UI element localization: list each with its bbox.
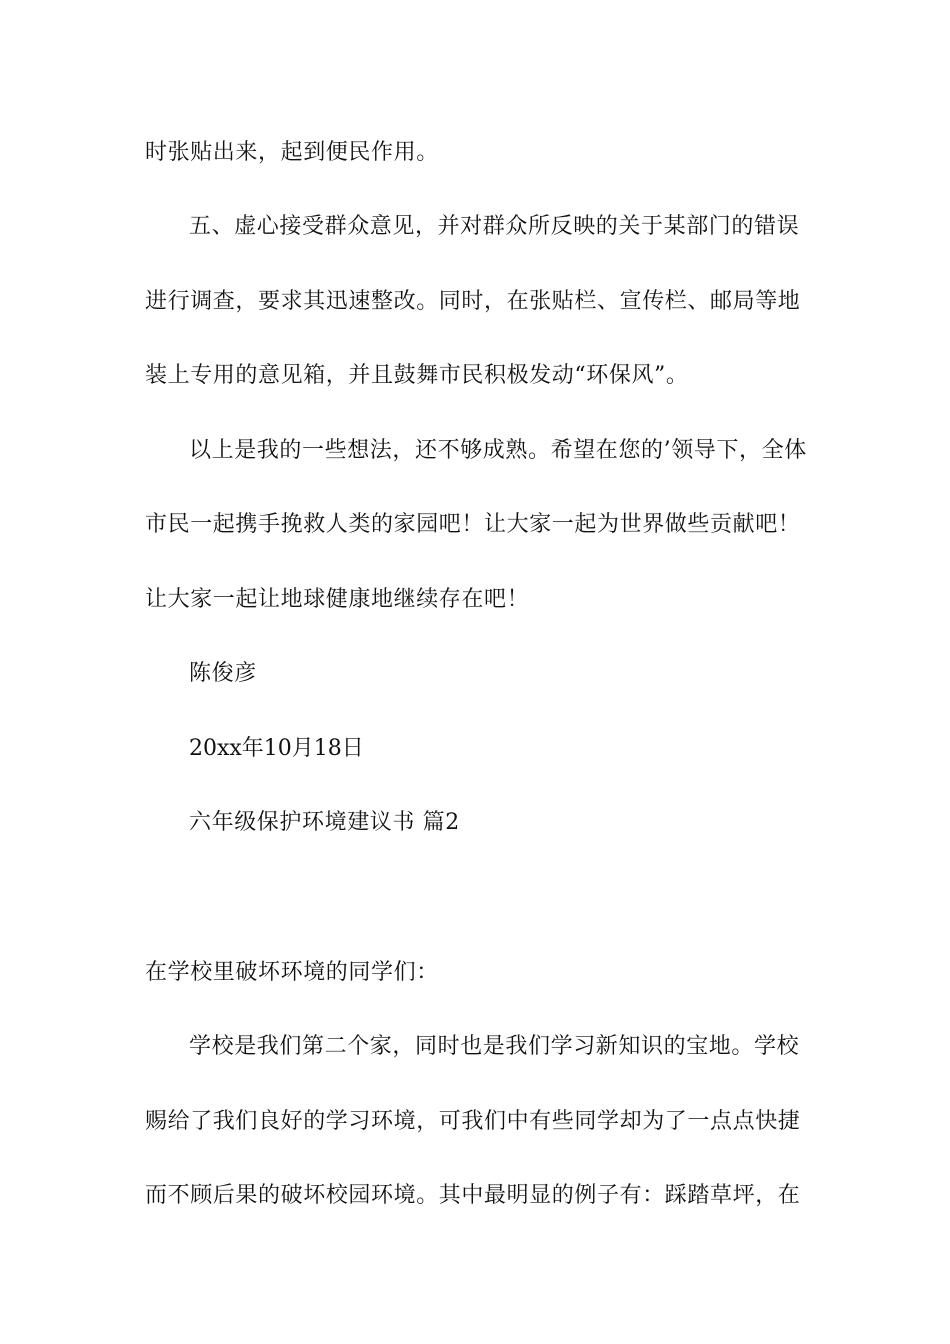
paragraph-line: 装上专用的意见箱，并且鼓舞市民积极发动“环保风”。: [145, 363, 689, 388]
paragraph-line: 以上是我的一些想法，还不够成熟。希望在您的’领导下，全体: [189, 438, 807, 463]
paragraph-line: 赐给了我们良好的学习环境，可我们中有些同学却为了一点点快捷: [145, 1109, 801, 1134]
signature-name: 陈俊彦: [189, 661, 257, 686]
signature-date: 20xx年10月18日: [189, 736, 364, 761]
salutation: 在学校里破坏环境的同学们：: [145, 960, 439, 985]
paragraph-line: 而不顾后果的破坏校园环境。其中最明显的例子有：踩踏草坪，在: [145, 1183, 801, 1208]
paragraph-line: 学校是我们第二个家，同时也是我们学习新知识的宝地。学校: [189, 1034, 800, 1059]
paragraph-line: 五、虚心接受群众意见，并对群众所反映的关于某部门的错误: [189, 214, 800, 239]
paragraph-line: 时张贴出来，起到便民作用。: [145, 140, 439, 165]
paragraph-line: 市民一起携手挽救人类的家园吧！让大家一起为世界做些贡献吧！: [145, 512, 801, 537]
section-heading: 六年级保护环境建议书 篇2: [189, 810, 460, 835]
paragraph-line: 让大家一起让地球健康地继续存在吧！: [145, 587, 530, 612]
paragraph-line: 进行调查，要求其迅速整改。同时，在张贴栏、宣传栏、邮局等地: [145, 289, 801, 314]
